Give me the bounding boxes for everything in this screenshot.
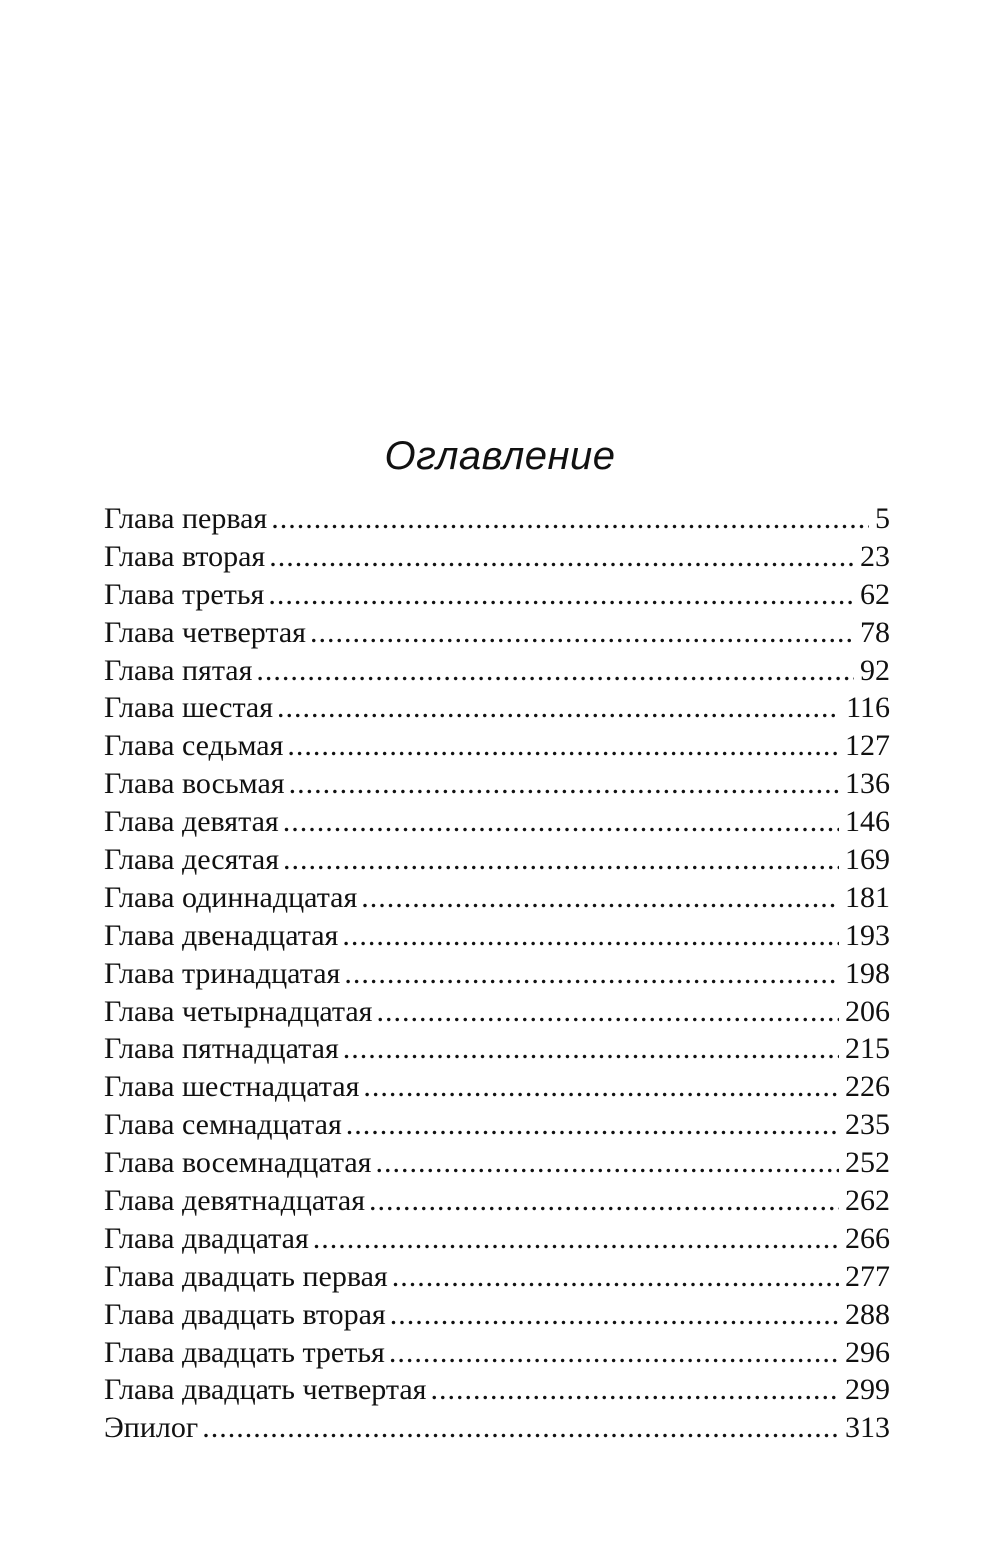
- toc-entry: [104, 955, 890, 993]
- toc-entry: [104, 917, 890, 955]
- toc-entry-label: Глава двадцать первая: [104, 1259, 388, 1293]
- toc-entry-label: Глава одиннадцатая: [104, 880, 358, 914]
- toc-entry-label: Глава четвертая: [104, 615, 306, 649]
- toc-entry: [104, 1296, 890, 1334]
- toc-entry-label: Глава шестая: [104, 691, 274, 725]
- toc-entry-page-number: 116: [846, 691, 890, 725]
- toc-entry: [104, 727, 890, 765]
- toc-entry-label: Глава первая: [104, 502, 268, 535]
- toc-dot-leader: [389, 1334, 839, 1372]
- toc-entry: [104, 1182, 890, 1220]
- toc-entry-page-number: 23: [860, 539, 890, 573]
- toc-entry-page-number: 92: [860, 653, 890, 687]
- page-title: Оглавление: [384, 434, 616, 478]
- toc-entry: [104, 576, 890, 614]
- toc-entry: [104, 879, 890, 917]
- toc-dot-leader: [271, 500, 869, 538]
- toc-entry-page-number: 296: [845, 1335, 890, 1369]
- toc-dot-leader: [283, 841, 839, 879]
- toc-entry: [104, 538, 890, 576]
- toc-entry-page-number: 215: [845, 1032, 890, 1066]
- toc-dot-leader: [202, 1409, 839, 1447]
- toc-dot-leader: [430, 1371, 839, 1409]
- toc-dot-leader: [392, 1258, 839, 1296]
- toc-entry-page-number: 5: [875, 502, 890, 535]
- toc-entry: [104, 1030, 890, 1068]
- toc-entry-page-number: 136: [845, 767, 890, 801]
- toc-entry-page-number: 198: [845, 956, 890, 990]
- toc-entry-label: Глава восемнадцатая: [104, 1146, 372, 1180]
- toc-entry-page-number: 206: [845, 994, 890, 1028]
- toc-entry: [104, 1258, 890, 1296]
- toc-dot-leader: [283, 803, 839, 841]
- toc-entry-label: Глава двадцатая: [104, 1221, 309, 1255]
- toc-entry-page-number: 252: [845, 1146, 890, 1180]
- toc-entry-label: Глава пятнадцатая: [104, 1032, 339, 1066]
- toc-entry: [104, 1106, 890, 1144]
- toc-entry-page-number: 266: [845, 1221, 890, 1255]
- toc-entry: [104, 1409, 890, 1447]
- toc-dot-leader: [363, 1068, 839, 1106]
- toc-entry-label: Глава двадцать третья: [104, 1335, 385, 1369]
- toc-entry-label: Глава пятая: [104, 653, 253, 687]
- toc-entry-label: Глава двадцать четвертая: [104, 1373, 427, 1407]
- toc-dot-leader: [343, 1030, 839, 1068]
- toc-entry-page-number: 169: [845, 843, 890, 877]
- toc-entry: [104, 1334, 890, 1372]
- toc-entry-page-number: 262: [845, 1184, 890, 1218]
- toc-entry-page-number: 193: [845, 918, 890, 952]
- toc-entry-label: Глава вторая: [104, 539, 266, 573]
- toc-entry-page-number: 127: [845, 729, 890, 763]
- toc-dot-leader: [342, 917, 839, 955]
- toc-entry-label: Глава десятая: [104, 843, 279, 877]
- toc-entry: [104, 993, 890, 1031]
- toc-dot-leader: [313, 1220, 839, 1258]
- toc-entry-page-number: 62: [860, 577, 890, 611]
- toc-entry-label: Глава седьмая: [104, 729, 284, 763]
- toc-dot-leader: [277, 689, 840, 727]
- toc-entry-page-number: 288: [845, 1297, 890, 1331]
- toc-entry: [104, 689, 890, 727]
- toc-entry-page-number: 181: [845, 880, 890, 914]
- toc-dot-leader: [346, 1106, 839, 1144]
- toc-entry-label: Глава четырнадцатая: [104, 994, 373, 1028]
- toc-entry-label: Глава девятая: [104, 805, 279, 839]
- toc-entry: [104, 1144, 890, 1182]
- toc-dot-leader: [287, 727, 839, 765]
- toc-dot-leader: [256, 652, 854, 690]
- toc-entry-page-number: 299: [845, 1373, 890, 1407]
- toc-entry-label: Глава девятнадцатая: [104, 1184, 366, 1218]
- toc-dot-leader: [344, 955, 839, 993]
- toc-dot-leader: [268, 576, 854, 614]
- toc-dot-leader: [375, 1144, 839, 1182]
- toc-entry-page-number: 277: [845, 1259, 890, 1293]
- toc-entry-label: Глава двадцать вторая: [104, 1297, 386, 1331]
- toc-entry-label: Глава тринадцатая: [104, 956, 341, 990]
- toc-entry-label: Глава двенадцатая: [104, 918, 339, 952]
- toc-entry-label: Глава семнадцатая: [104, 1108, 342, 1142]
- toc-dot-leader: [390, 1296, 839, 1334]
- toc-entry: [104, 652, 890, 690]
- table-of-contents: [104, 500, 890, 1447]
- toc-dot-leader: [376, 993, 839, 1031]
- toc-entry: [104, 1371, 890, 1409]
- toc-entry-label: Глава шестнадцатая: [104, 1070, 360, 1104]
- toc-dot-leader: [269, 538, 854, 576]
- toc-entry-label: Глава третья: [104, 577, 265, 611]
- toc-entry-page-number: 313: [845, 1411, 890, 1445]
- toc-entry-page-number: 78: [860, 615, 890, 649]
- toc-entry-page-number: 226: [845, 1070, 890, 1104]
- toc-dot-leader: [361, 879, 839, 917]
- toc-entry: [104, 765, 890, 803]
- toc-entry-label: Эпилог: [104, 1411, 199, 1445]
- toc-entry: [104, 1220, 890, 1258]
- toc-dot-leader: [289, 765, 839, 803]
- toc-entry: [104, 841, 890, 879]
- toc-dot-leader: [369, 1182, 839, 1220]
- toc-entry-page-number: 146: [845, 805, 890, 839]
- toc-entry: [104, 500, 890, 538]
- toc-entry: [104, 1068, 890, 1106]
- toc-dot-leader: [310, 614, 854, 652]
- toc-entry-page-number: 235: [845, 1108, 890, 1142]
- toc-entry: [104, 614, 890, 652]
- toc-entry: [104, 803, 890, 841]
- toc-entry-label: Глава восьмая: [104, 767, 285, 801]
